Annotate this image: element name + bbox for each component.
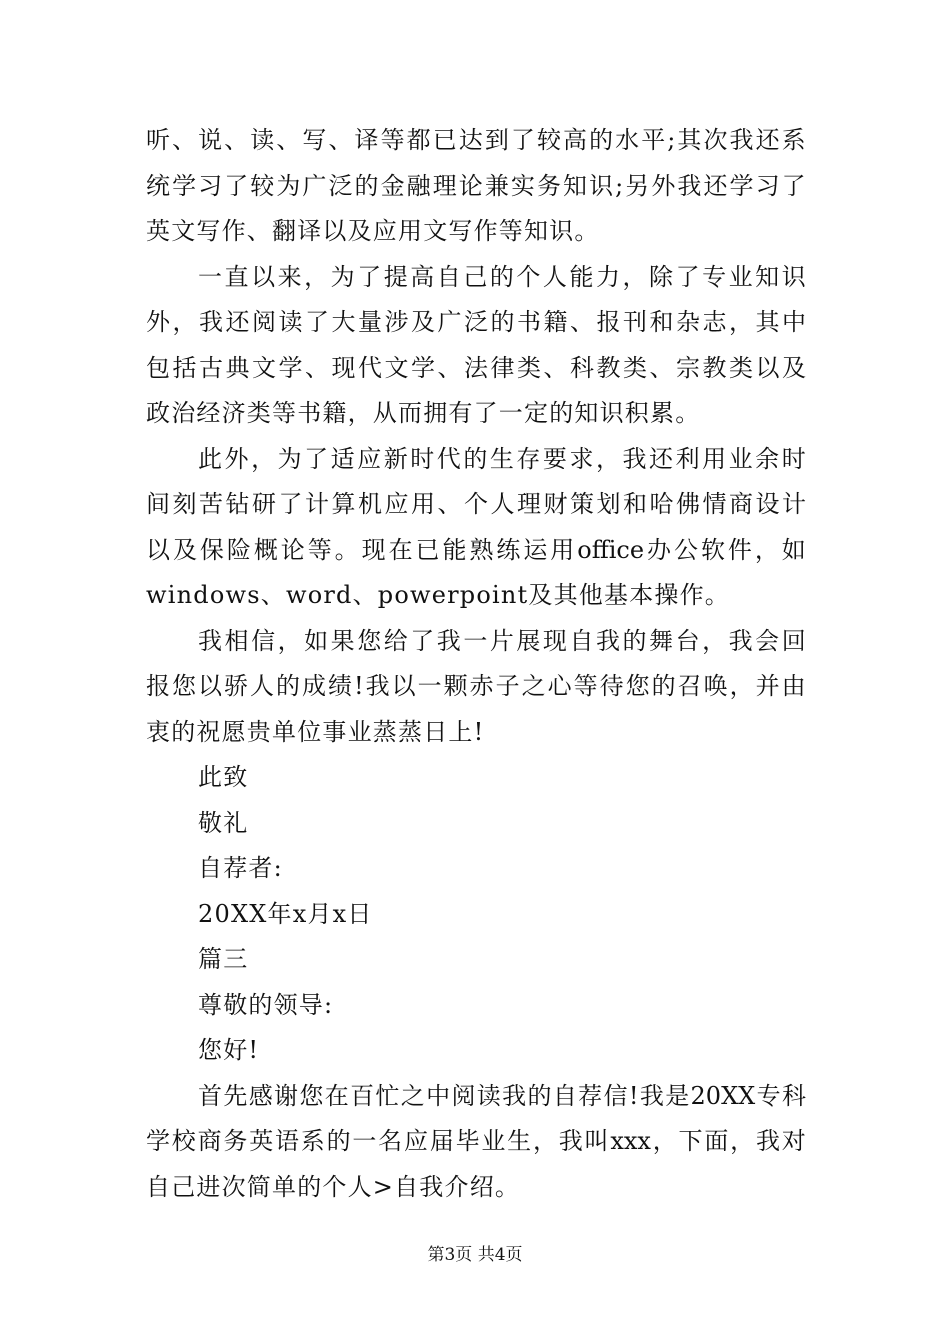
text-line: 衷的祝愿贵单位事业蒸蒸日上! bbox=[146, 717, 485, 746]
text-line: windows、word、powerpoint及其他基本操作。 bbox=[146, 581, 730, 609]
letter-date: 20XX年x月x日 bbox=[198, 899, 373, 928]
letter-hello: 您好! bbox=[198, 1036, 260, 1064]
text-line: 我 相 信 ， 如 果 您 给 了 我 一 片 展 现 自 我 的 舞 台 ， 我 会 回 bbox=[198, 626, 806, 655]
text-line: 首 先 感 谢 您 在 百 忙 之 中 阅 读 我 的 自 荐 信 ! 我 是 20XX 专 科 bbox=[198, 1081, 806, 1110]
text-line: 英文写作、翻译以及应用文写作等知识。 bbox=[146, 217, 600, 245]
text-line: 此 外 ， 为 了 适 应 新 时 代 的 生 存 要 求 ， 我 还 利 用 业 余 时 bbox=[198, 444, 806, 473]
section-heading: 篇三 bbox=[198, 945, 249, 973]
text-line: 包 括 古 典 文 学 、 现 代 文 学 、 法 律 类 、 科 教 类 、 宗 教 类 以 及 bbox=[146, 353, 806, 382]
text-line: 学 校 商 务 英 语 系 的 一 名 应 届 毕 业 生 ， 我 叫 xxx ， 下 面 ， 我 对 bbox=[146, 1127, 806, 1155]
closing-salute: 此致 bbox=[198, 763, 249, 791]
text-line: 一 直 以 来 ， 为 了 提 高 自 己 的 个 人 能 力 ， 除 了 专 业 知 识 bbox=[198, 262, 806, 291]
text-line: 听 、 说 、 读 、 写 、 译 等 都 已 达 到 了 较 高 的 水 平 ; 其 次 我 还 系 bbox=[146, 126, 806, 154]
signer-label: 自荐者: bbox=[198, 854, 283, 882]
text-line: 外 ， 我 还 阅 读 了 大 量 涉 及 广 泛 的 书 籍 、 报 刊 和 杂 志 ， 其 中 bbox=[146, 308, 806, 336]
text-line: 以 及 保 险 概 论 等 。 现 在 已 能 熟 练 运 用 office 办 公 软 件 ， 如 bbox=[146, 535, 806, 564]
text-line: 报 您 以 骄 人 的 成 绩 ! 我 以 一 颗 赤 子 之 心 等 待 您 的 召 唤 ， 并 由 bbox=[146, 672, 806, 700]
page-number-footer: 第3页 共4页 bbox=[427, 1245, 523, 1265]
text-line: 统 学 习 了 较 为 广 泛 的 金 融 理 论 兼 实 务 知 识 ; 另 外 我 还 学 习 了 bbox=[146, 171, 806, 200]
closing-regards: 敬礼 bbox=[198, 808, 249, 837]
text-line: 间 刻 苦 钻 研 了 计 算 机 应 用 、 个 人 理 财 策 划 和 哈 佛 情 商 设 计 bbox=[146, 490, 806, 518]
document-body bbox=[146, 118, 806, 1210]
text-line: 自己进次简单的个人>自我介绍。 bbox=[146, 1172, 521, 1201]
text-line: 政治经济类等书籍，从而拥有了一定的知识积累。 bbox=[146, 399, 701, 427]
letter-greeting: 尊敬的领导: bbox=[198, 990, 334, 1019]
